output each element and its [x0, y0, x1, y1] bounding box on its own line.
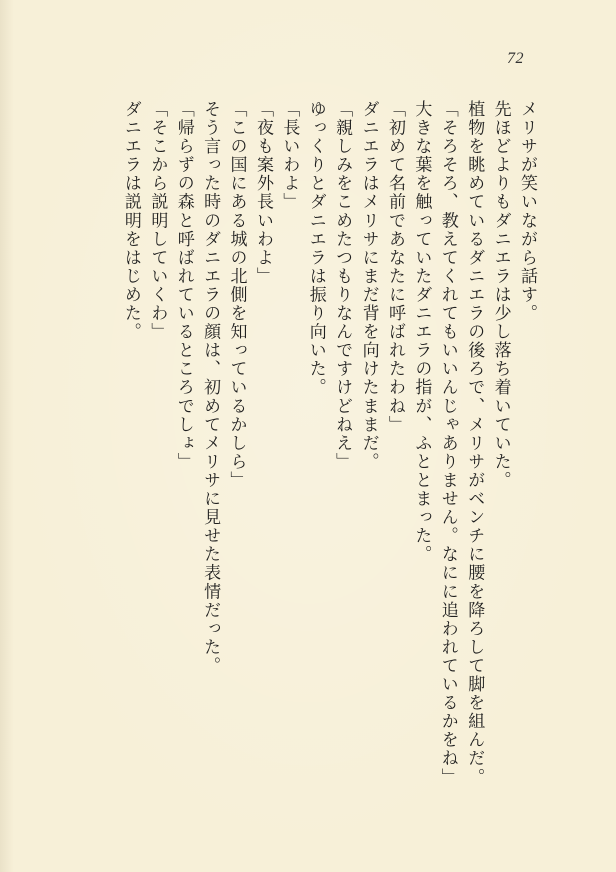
text-line: 「夜も案外長いわよ」	[252, 100, 273, 286]
text-line: そう言った時のダニエラの顔は、初めてメリサに見せた表情だった。	[200, 100, 221, 676]
text-line: 先ほどよりもダニエラは少し落ち着いていた。	[490, 100, 511, 490]
text-line: 「帰らずの森と呼ばれているところでしょ」	[173, 100, 194, 471]
text-line: ダニエラはメリサにまだ背を向けたままだ。	[358, 100, 379, 471]
text-line: 植物を眺めているダニエラの後ろで、メリサがベンチに腰を降ろして脚を組んだ。	[464, 100, 485, 787]
text-line: 「そこから説明していくわ」	[147, 100, 168, 342]
text-line: 大きな葉を触っていたダニエラの指が、ふととまった。	[411, 100, 432, 564]
text-line: 「初めて名前であなたに呼ばれたわね」	[384, 100, 405, 434]
text-line: 「そろそろ、教えてくれてもいいんじゃありません。なにに追われているかをね」	[437, 100, 458, 787]
text-line: 「この国にある城の北側を知っているかしら」	[226, 100, 247, 490]
text-line: 「長いわよ」	[279, 100, 300, 212]
body-text	[118, 100, 541, 800]
text-line: 「親しみをこめたつもりなんですけどねえ」	[332, 100, 353, 471]
text-line: メリサが笑いながら話す。	[517, 100, 537, 323]
page-number: 72	[507, 50, 524, 67]
text-line: ダニエラは説明をはじめた。	[120, 100, 141, 342]
text-line: ゆっくりとダニエラは振り向いた。	[305, 100, 326, 397]
